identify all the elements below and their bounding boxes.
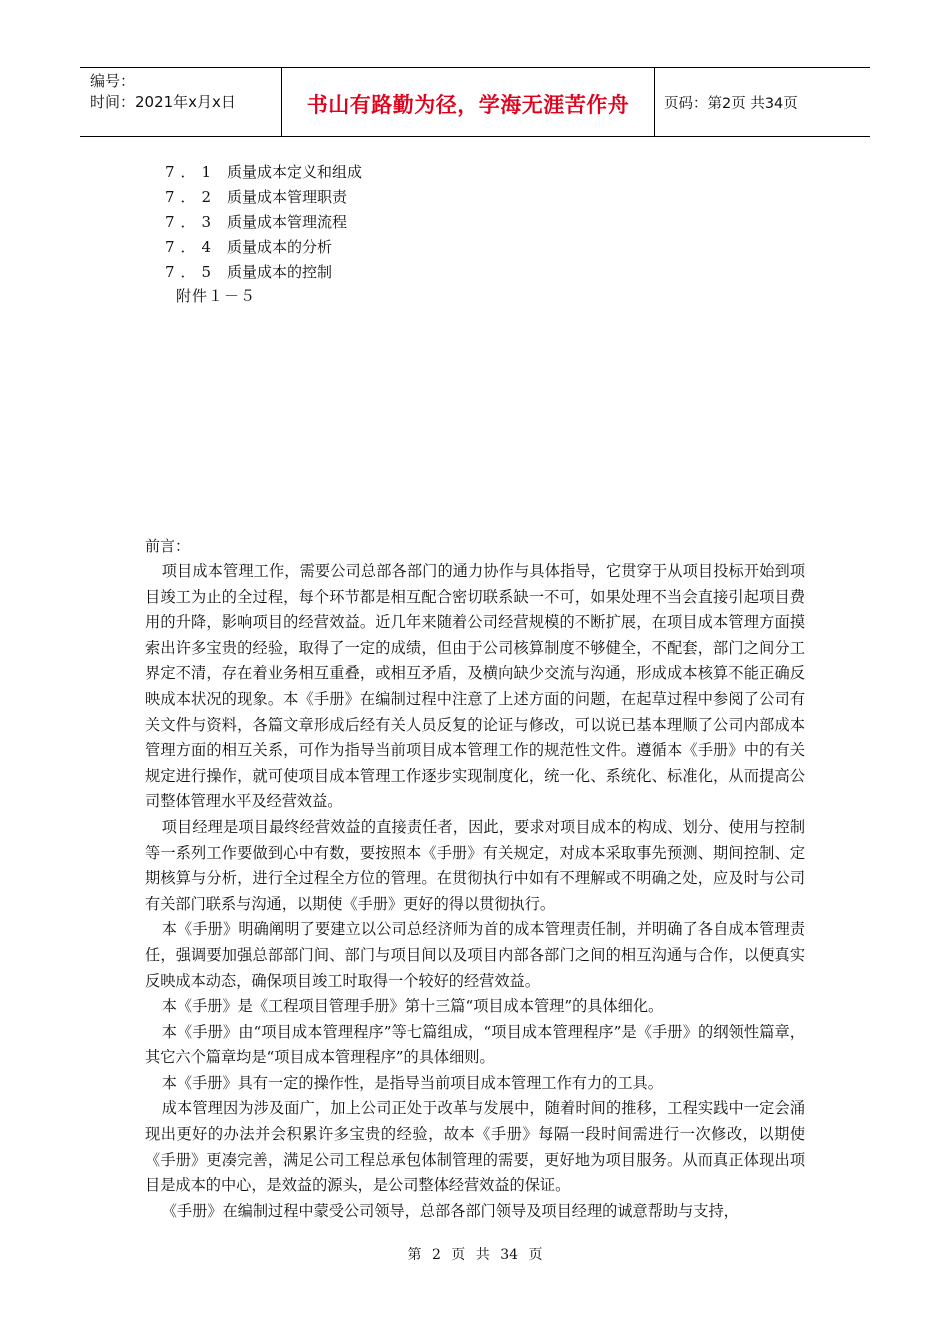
toc-item <box>165 160 362 185</box>
toc-number: 7．4 <box>165 238 218 256</box>
paragraph: 本《手册》具有一定的操作性，是指导当前项目成本管理工作有力的工具。 <box>161 1073 663 1092</box>
toc-item <box>165 185 362 210</box>
header-page-info: 页码：第2页 共34页 <box>664 95 798 112</box>
table-of-contents <box>165 160 362 285</box>
page-footer: 第 2 页 共 34 页 <box>407 1247 543 1263</box>
toc-title: 质量成本定义和组成 <box>227 163 363 181</box>
toc-number: 7．5 <box>165 263 218 281</box>
toc-item <box>165 260 362 285</box>
preface-title: 前言： <box>145 537 191 555</box>
toc-item <box>165 210 362 235</box>
toc-appendix: 附件１－５ <box>176 287 257 305</box>
paragraph: 成本管理因为涉及面广，加上公司正处于改革与发展中，随着时间的推移，工程实践中一定会涌现出更好的办法并会积累许多宝贵的经验，故本《手册》每隔一段时间需进行一次修改，以期使《手册》更凑完善，满足公司工程总承包体制管理的需要，更好地为项目服务。从而真正体现出项目是成本的中心，是效益的源头，是公司整体经营效益的保证。 <box>145 1099 805 1195</box>
toc-title: 质量成本的分析 <box>227 238 333 256</box>
toc-number: 7．3 <box>165 213 218 231</box>
header-meta <box>90 71 280 113</box>
paragraph: 本《手册》是《工程项目管理手册》第十三篇“项目成本管理”的具体细化。 <box>161 997 664 1016</box>
page-header <box>80 67 870 137</box>
serial-label: 编号： <box>90 72 136 90</box>
header-divider <box>654 68 655 136</box>
paragraph: 本《手册》由“项目成本管理程序”等七篇组成，“项目成本管理程序”是《手册》的纲领性篇章，其它六个篇章均是“项目成本管理程序”的具体细则。 <box>145 1022 805 1067</box>
toc-title: 质量成本的控制 <box>227 263 333 281</box>
toc-item <box>165 235 362 260</box>
preface-body <box>145 559 805 1224</box>
paragraph: 本《手册》明确阐明了要建立以公司总经济师为首的成本管理责任制，并明确了各自成本管理责任，强调要加强总部部门间、部门与项目间以及项目内部各部门之间的相互沟通与合作，以便真实反映成本动态，确保项目竣工时取得一个较好的经营效益。 <box>145 920 805 990</box>
paragraph: 《手册》在编制过程中蒙受公司领导，总部各部门领导及项目经理的诚意帮助与支持， <box>161 1201 739 1220</box>
date-line: 时间：2021年x月x日 <box>90 93 236 111</box>
header-motto: 书山有路勤为径，学海无涯苦作舟 <box>306 93 630 117</box>
toc-title: 质量成本管理职责 <box>227 188 348 206</box>
paragraph: 项目经理是项目最终经营效益的直接责任者，因此，要求对项目成本的构成、划分、使用与控制等一系列工作要做到心中有数，要按照本《手册》有关规定，对成本采取事先预测、期间控制、定期核算与分析，进行全过程全方位的管理。在贯彻执行中如有不理解或不明确之处，应及时与公司有关部门联系与沟通，以期使《手册》更好的得以贯彻执行。 <box>145 817 805 913</box>
toc-number: 7．2 <box>165 188 218 206</box>
paragraph: 项目成本管理工作，需要公司总部各部门的通力协作与具体指导，它贯穿于从项目投标开始到项目竣工为止的全过程，每个环节都是相互配合密切联系缺一不可，如果处理不当会直接引起项目费用的升降，影响项目的经营效益。近几年来随着公司经营规模的不断扩展，在项目成本管理方面摸索出许多宝贵的经验，取得了一定的成绩，但由于公司核算制度不够健全，不配套，部门之间分工界定不清，存在着业务相互重叠，或相互矛盾，及横向缺少交流与沟通，形成成本核算不能正确反映成本状况的现象。本《手册》在编制过程中注意了上述方面的问题，在起草过程中参阅了公司有关文件与资料，各篇文章形成后经有关人员反复的论证与修改，可以说已基本理顺了公司内部成本管理方面的相互关系，可作为指导当前项目成本管理工作的规范性文件。遵循本《手册》中的有关规定进行操作，就可使项目成本管理工作逐步实现制度化，统一化、系统化、标准化，从而提高公司整体管理水平及经营效益。 <box>145 562 805 811</box>
toc-number: 7．1 <box>165 163 218 181</box>
toc-title: 质量成本管理流程 <box>227 213 348 231</box>
